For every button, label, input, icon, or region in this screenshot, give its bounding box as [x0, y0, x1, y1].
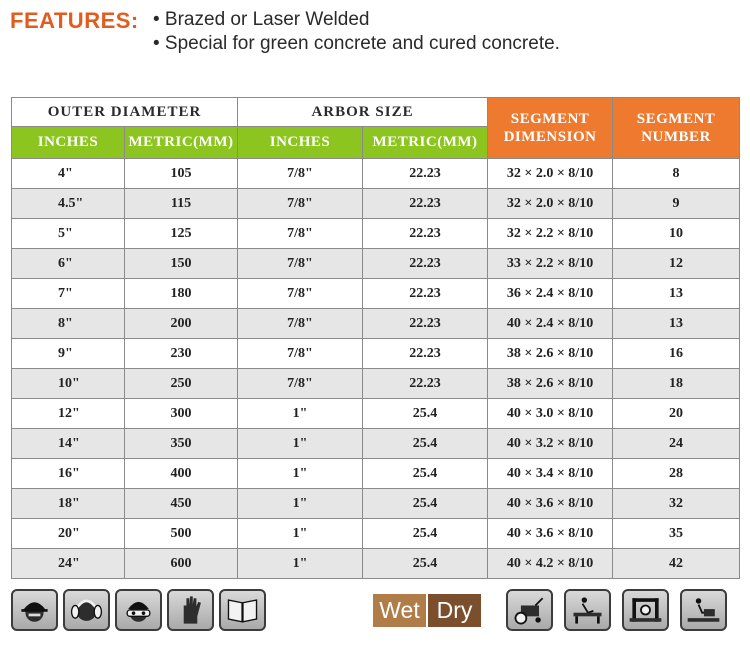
- cell-segment-number: 9: [613, 189, 740, 219]
- cell-arbor-metric: 25.4: [363, 489, 488, 519]
- cell-segment-number: 13: [613, 279, 740, 309]
- cell-arbor-inches: 7/8": [238, 369, 363, 399]
- cell-segment-dimension: 38 × 2.6 × 8/10: [488, 369, 613, 399]
- cell-arbor-metric: 22.23: [363, 189, 488, 219]
- gloves-icon: [167, 589, 214, 631]
- table-row: [12, 249, 740, 279]
- cell-segment-dimension: 40 × 3.4 × 8/10: [488, 459, 613, 489]
- cell-arbor-inches: 7/8": [238, 159, 363, 189]
- header-outer-diameter: OUTER DIAMETER: [12, 98, 238, 127]
- cell-segment-dimension: 36 × 2.4 × 8/10: [488, 279, 613, 309]
- cell-segment-number: 8: [613, 159, 740, 189]
- cell-segment-dimension: 38 × 2.6 × 8/10: [488, 339, 613, 369]
- table-row: [12, 339, 740, 369]
- hard-hat-icon: [11, 589, 58, 631]
- cell-od-inches: 16": [12, 459, 125, 489]
- manual-icon: [219, 589, 266, 631]
- table-row: [12, 219, 740, 249]
- cell-segment-number: 20: [613, 399, 740, 429]
- table-row: [12, 309, 740, 339]
- cell-od-inches: 20": [12, 519, 125, 549]
- spec-table-body: [12, 159, 740, 579]
- subheader-arbor-inches: INCHES: [238, 127, 363, 159]
- cell-arbor-metric: 22.23: [363, 249, 488, 279]
- cell-od-metric: 125: [125, 219, 238, 249]
- cell-segment-number: 32: [613, 489, 740, 519]
- cell-arbor-metric: 25.4: [363, 549, 488, 579]
- cell-od-metric: 115: [125, 189, 238, 219]
- cell-segment-number: 18: [613, 369, 740, 399]
- walk-behind-saw-icon: [506, 589, 553, 631]
- bridge-saw-icon: [622, 589, 669, 631]
- cell-segment-number: 35: [613, 519, 740, 549]
- table-row: [12, 369, 740, 399]
- header-segment-number: SEGMENT NUMBER: [613, 98, 740, 159]
- cell-segment-dimension: 33 × 2.2 × 8/10: [488, 249, 613, 279]
- cell-od-metric: 250: [125, 369, 238, 399]
- feature-item: • Special for green concrete and cured concrete.: [153, 33, 560, 54]
- cell-arbor-metric: 22.23: [363, 159, 488, 189]
- cell-arbor-inches: 7/8": [238, 219, 363, 249]
- cell-arbor-inches: 1": [238, 489, 363, 519]
- table-row: [12, 159, 740, 189]
- cell-segment-dimension: 32 × 2.2 × 8/10: [488, 219, 613, 249]
- cell-segment-dimension: 40 × 2.4 × 8/10: [488, 309, 613, 339]
- cell-segment-dimension: 40 × 3.6 × 8/10: [488, 519, 613, 549]
- cell-od-metric: 180: [125, 279, 238, 309]
- cell-arbor-metric: 25.4: [363, 519, 488, 549]
- cell-arbor-inches: 1": [238, 399, 363, 429]
- cell-od-inches: 5": [12, 219, 125, 249]
- cell-arbor-inches: 7/8": [238, 189, 363, 219]
- cell-segment-dimension: 40 × 4.2 × 8/10: [488, 549, 613, 579]
- table-row: [12, 519, 740, 549]
- table-row: [12, 489, 740, 519]
- features-title: FEATURES:: [10, 8, 139, 33]
- table-row: [12, 399, 740, 429]
- table-row: [12, 429, 740, 459]
- cell-arbor-inches: 7/8": [238, 249, 363, 279]
- cell-arbor-inches: 7/8": [238, 309, 363, 339]
- table-saw-icon: [564, 589, 611, 631]
- feature-item: • Brazed or Laser Welded: [153, 9, 370, 30]
- dry-label: Dry: [428, 594, 481, 627]
- cell-od-metric: 150: [125, 249, 238, 279]
- cell-arbor-inches: 7/8": [238, 339, 363, 369]
- cell-od-inches: 4.5": [12, 189, 125, 219]
- cell-od-inches: 24": [12, 549, 125, 579]
- cell-segment-dimension: 40 × 3.6 × 8/10: [488, 489, 613, 519]
- cell-od-inches: 14": [12, 429, 125, 459]
- ear-protection-icon: [63, 589, 110, 631]
- cell-segment-dimension: 32 × 2.0 × 8/10: [488, 189, 613, 219]
- cell-segment-number: 16: [613, 339, 740, 369]
- features-block: [10, 6, 740, 58]
- spec-table: [11, 97, 740, 579]
- cell-arbor-metric: 22.23: [363, 279, 488, 309]
- header-arbor-size: ARBOR SIZE: [238, 98, 488, 127]
- cell-arbor-metric: 25.4: [363, 459, 488, 489]
- cell-od-inches: 12": [12, 399, 125, 429]
- table-row: [12, 279, 740, 309]
- cell-od-metric: 200: [125, 309, 238, 339]
- cell-arbor-metric: 25.4: [363, 399, 488, 429]
- cell-od-metric: 450: [125, 489, 238, 519]
- table-row: [12, 189, 740, 219]
- cell-od-inches: 18": [12, 489, 125, 519]
- cell-segment-number: 12: [613, 249, 740, 279]
- cell-od-metric: 230: [125, 339, 238, 369]
- cell-od-inches: 7": [12, 279, 125, 309]
- cell-od-metric: 400: [125, 459, 238, 489]
- cell-arbor-metric: 22.23: [363, 219, 488, 249]
- cell-segment-number: 13: [613, 309, 740, 339]
- cell-segment-dimension: 40 × 3.2 × 8/10: [488, 429, 613, 459]
- cell-od-inches: 8": [12, 309, 125, 339]
- subheader-od-metric: METRIC(MM): [125, 127, 238, 159]
- cell-od-metric: 350: [125, 429, 238, 459]
- cell-arbor-inches: 7/8": [238, 279, 363, 309]
- hand-saw-icon: [680, 589, 727, 631]
- cell-od-inches: 6": [12, 249, 125, 279]
- cell-segment-number: 10: [613, 219, 740, 249]
- cell-arbor-metric: 22.23: [363, 369, 488, 399]
- cell-od-metric: 600: [125, 549, 238, 579]
- cell-arbor-inches: 1": [238, 549, 363, 579]
- cell-arbor-inches: 1": [238, 429, 363, 459]
- cell-segment-number: 28: [613, 459, 740, 489]
- cell-od-inches: 4": [12, 159, 125, 189]
- cell-segment-number: 42: [613, 549, 740, 579]
- cell-arbor-metric: 22.23: [363, 339, 488, 369]
- cell-arbor-inches: 1": [238, 459, 363, 489]
- subheader-arbor-metric: METRIC(MM): [363, 127, 488, 159]
- cell-arbor-inches: 1": [238, 519, 363, 549]
- cell-arbor-metric: 25.4: [363, 429, 488, 459]
- cell-od-inches: 9": [12, 339, 125, 369]
- cell-segment-number: 24: [613, 429, 740, 459]
- cell-segment-dimension: 40 × 3.0 × 8/10: [488, 399, 613, 429]
- cell-od-metric: 500: [125, 519, 238, 549]
- cell-od-metric: 300: [125, 399, 238, 429]
- cell-od-inches: 10": [12, 369, 125, 399]
- safety-goggles-icon: [115, 589, 162, 631]
- table-row: [12, 459, 740, 489]
- cell-segment-dimension: 32 × 2.0 × 8/10: [488, 159, 613, 189]
- header-segment-dimension: SEGMENT DIMENSION: [488, 98, 613, 159]
- cell-arbor-metric: 22.23: [363, 309, 488, 339]
- wet-label: Wet: [373, 594, 426, 627]
- table-row: [12, 549, 740, 579]
- cell-od-metric: 105: [125, 159, 238, 189]
- subheader-od-inches: INCHES: [12, 127, 125, 159]
